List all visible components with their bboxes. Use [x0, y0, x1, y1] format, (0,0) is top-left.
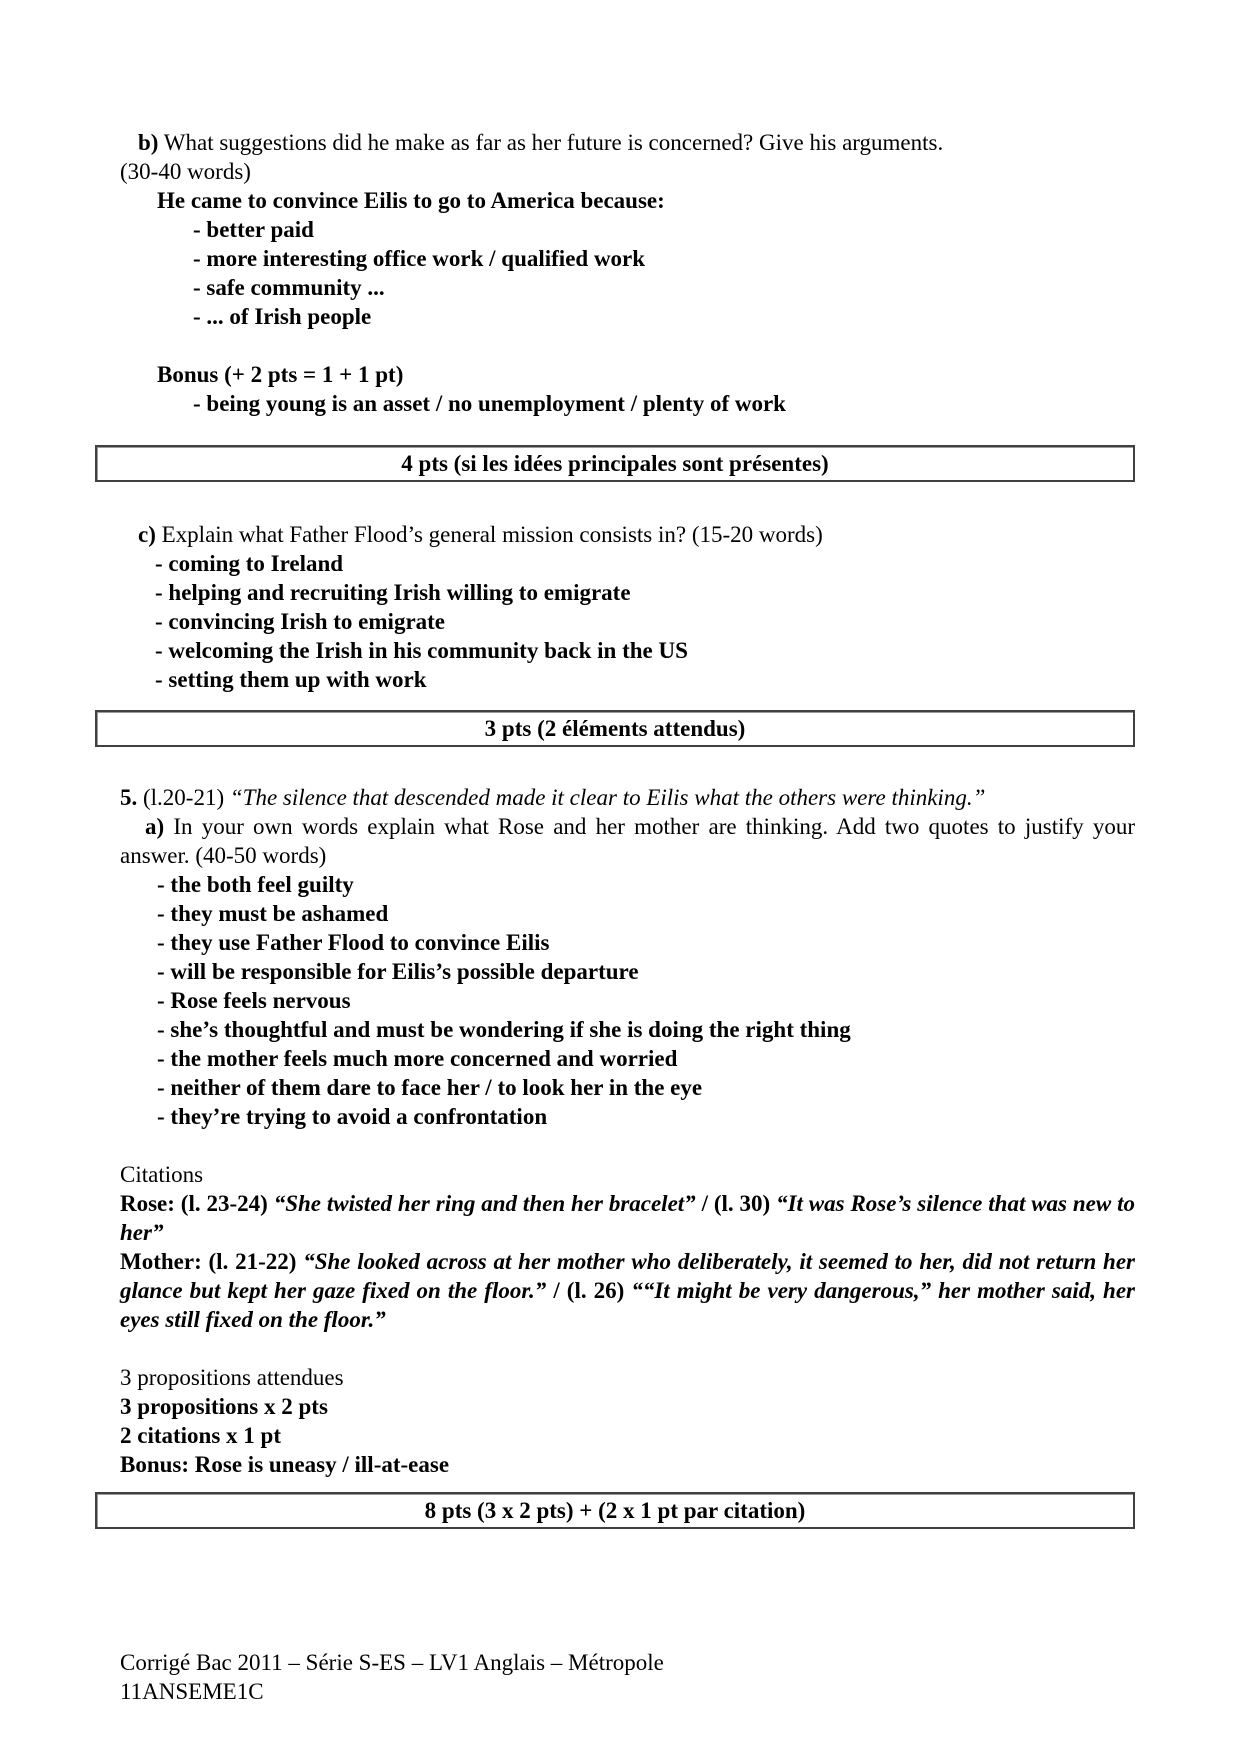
mother-citation-quote-2: ““It might be very dangerous,” her mother said, her eyes still fixed on the floor.”: [120, 1278, 1135, 1332]
answer-item: - the mother feels much more concerned and worried: [157, 1046, 678, 1071]
scoring-item: 2 citations x 1 pt: [120, 1423, 281, 1448]
bonus-heading-b: Bonus (+ 2 pts = 1 + 1 pt): [157, 362, 404, 387]
answer-item: - coming to Ireland: [155, 551, 344, 576]
rose-citation-quote-2: “It was Rose’s silence that was new to her”: [120, 1191, 1136, 1245]
question-c-heading: [120, 520, 1135, 549]
answer-item: - safe community ...: [193, 275, 385, 300]
question-5-heading: [120, 783, 1135, 812]
rose-citation: [120, 1189, 1135, 1247]
rose-citation-speaker: Rose: (l. 23-24): [120, 1191, 274, 1216]
footer-document-code: 11ANSEME1C: [120, 1679, 264, 1704]
question-b-text: What suggestions did he make as far as her future is concerned? Give his arguments.: [158, 130, 944, 155]
citations-heading: Citations: [120, 1162, 204, 1187]
footer-exam-reference: Corrigé Bac 2011 – Série S-ES – LV1 Anglais – Métropole: [120, 1650, 664, 1675]
answer-intro-b: He came to convince Eilis to go to America because:: [157, 188, 665, 213]
scoring-item: Bonus: Rose is uneasy / ill-at-ease: [120, 1452, 450, 1477]
answer-item: - will be responsible for Eilis’s possible departure: [157, 959, 639, 984]
points-box-c: 3 pts (2 éléments attendus): [95, 710, 1135, 747]
scoring-item: 3 propositions x 2 pts: [120, 1394, 328, 1419]
mother-citation-quote-1: “She looked across at her mother who deliberately, it seemed to her, did not return her glance but kept her gaze fixed on the floor.”: [120, 1249, 1135, 1303]
question-b-heading: [120, 128, 1135, 157]
spacer: [120, 1334, 1135, 1363]
question-5-label: 5.: [120, 785, 138, 810]
question-5-line-reference: (l.20-21): [137, 785, 230, 810]
question-5a-label: a): [145, 814, 165, 839]
points-box-b: 4 pts (si les idées principales sont présentes): [95, 445, 1135, 482]
mother-citation: [120, 1247, 1135, 1334]
question-5a-heading: [120, 812, 1135, 870]
answer-item: - they use Father Flood to convince Eilis: [157, 930, 550, 955]
answer-item: - the both feel guilty: [157, 872, 354, 897]
points-box-5: 8 pts (3 x 2 pts) + (2 x 1 pt par citation): [95, 1492, 1135, 1529]
question-c-text: Explain what Father Flood’s general mission consists in? (15-20 words): [155, 522, 823, 547]
answer-item: - ... of Irish people: [193, 304, 372, 329]
answer-item: - they must be ashamed: [157, 901, 389, 926]
answer-item: - they’re trying to avoid a confrontation: [157, 1104, 548, 1129]
rose-citation-separator: / (l. 30): [695, 1191, 777, 1216]
question-b-label: b): [138, 130, 159, 155]
answer-item: - welcoming the Irish in his community back in the US: [155, 638, 688, 663]
bonus-item-b: - being young is an asset / no unemployment / plenty of work: [193, 391, 786, 416]
answer-item: - more interesting office work / qualified work: [193, 246, 646, 271]
scoring-note: 3 propositions attendues: [120, 1365, 344, 1390]
rose-citation-quote-1: “She twisted her ring and then her bracelet”: [273, 1191, 696, 1216]
question-c-label: c): [138, 522, 156, 547]
question-5-quote: “The silence that descended made it clear to Eilis what the others were thinking.”: [229, 785, 986, 810]
page-footer: [120, 1648, 1135, 1706]
answer-item: - setting them up with work: [155, 667, 427, 692]
mother-citation-separator: / (l. 26): [546, 1278, 632, 1303]
answer-item: - better paid: [193, 217, 314, 242]
answer-item: - neither of them dare to face her / to look her in the eye: [157, 1075, 703, 1100]
answer-item: - Rose feels nervous: [157, 988, 351, 1013]
question-b-word-limit: (30-40 words): [120, 159, 251, 184]
answer-item: - helping and recruiting Irish willing to emigrate: [155, 580, 631, 605]
answer-item: - convincing Irish to emigrate: [155, 609, 446, 634]
mother-citation-speaker: Mother: (l. 21-22): [120, 1249, 304, 1274]
spacer: [120, 331, 1135, 360]
answer-item: - she’s thoughtful and must be wondering if she is doing the right thing: [157, 1017, 851, 1042]
question-5a-text: In your own words explain what Rose and her mother are thinking. Add two quotes to justify your answer. (40-50 words): [120, 814, 1135, 868]
spacer: [120, 1131, 1135, 1160]
